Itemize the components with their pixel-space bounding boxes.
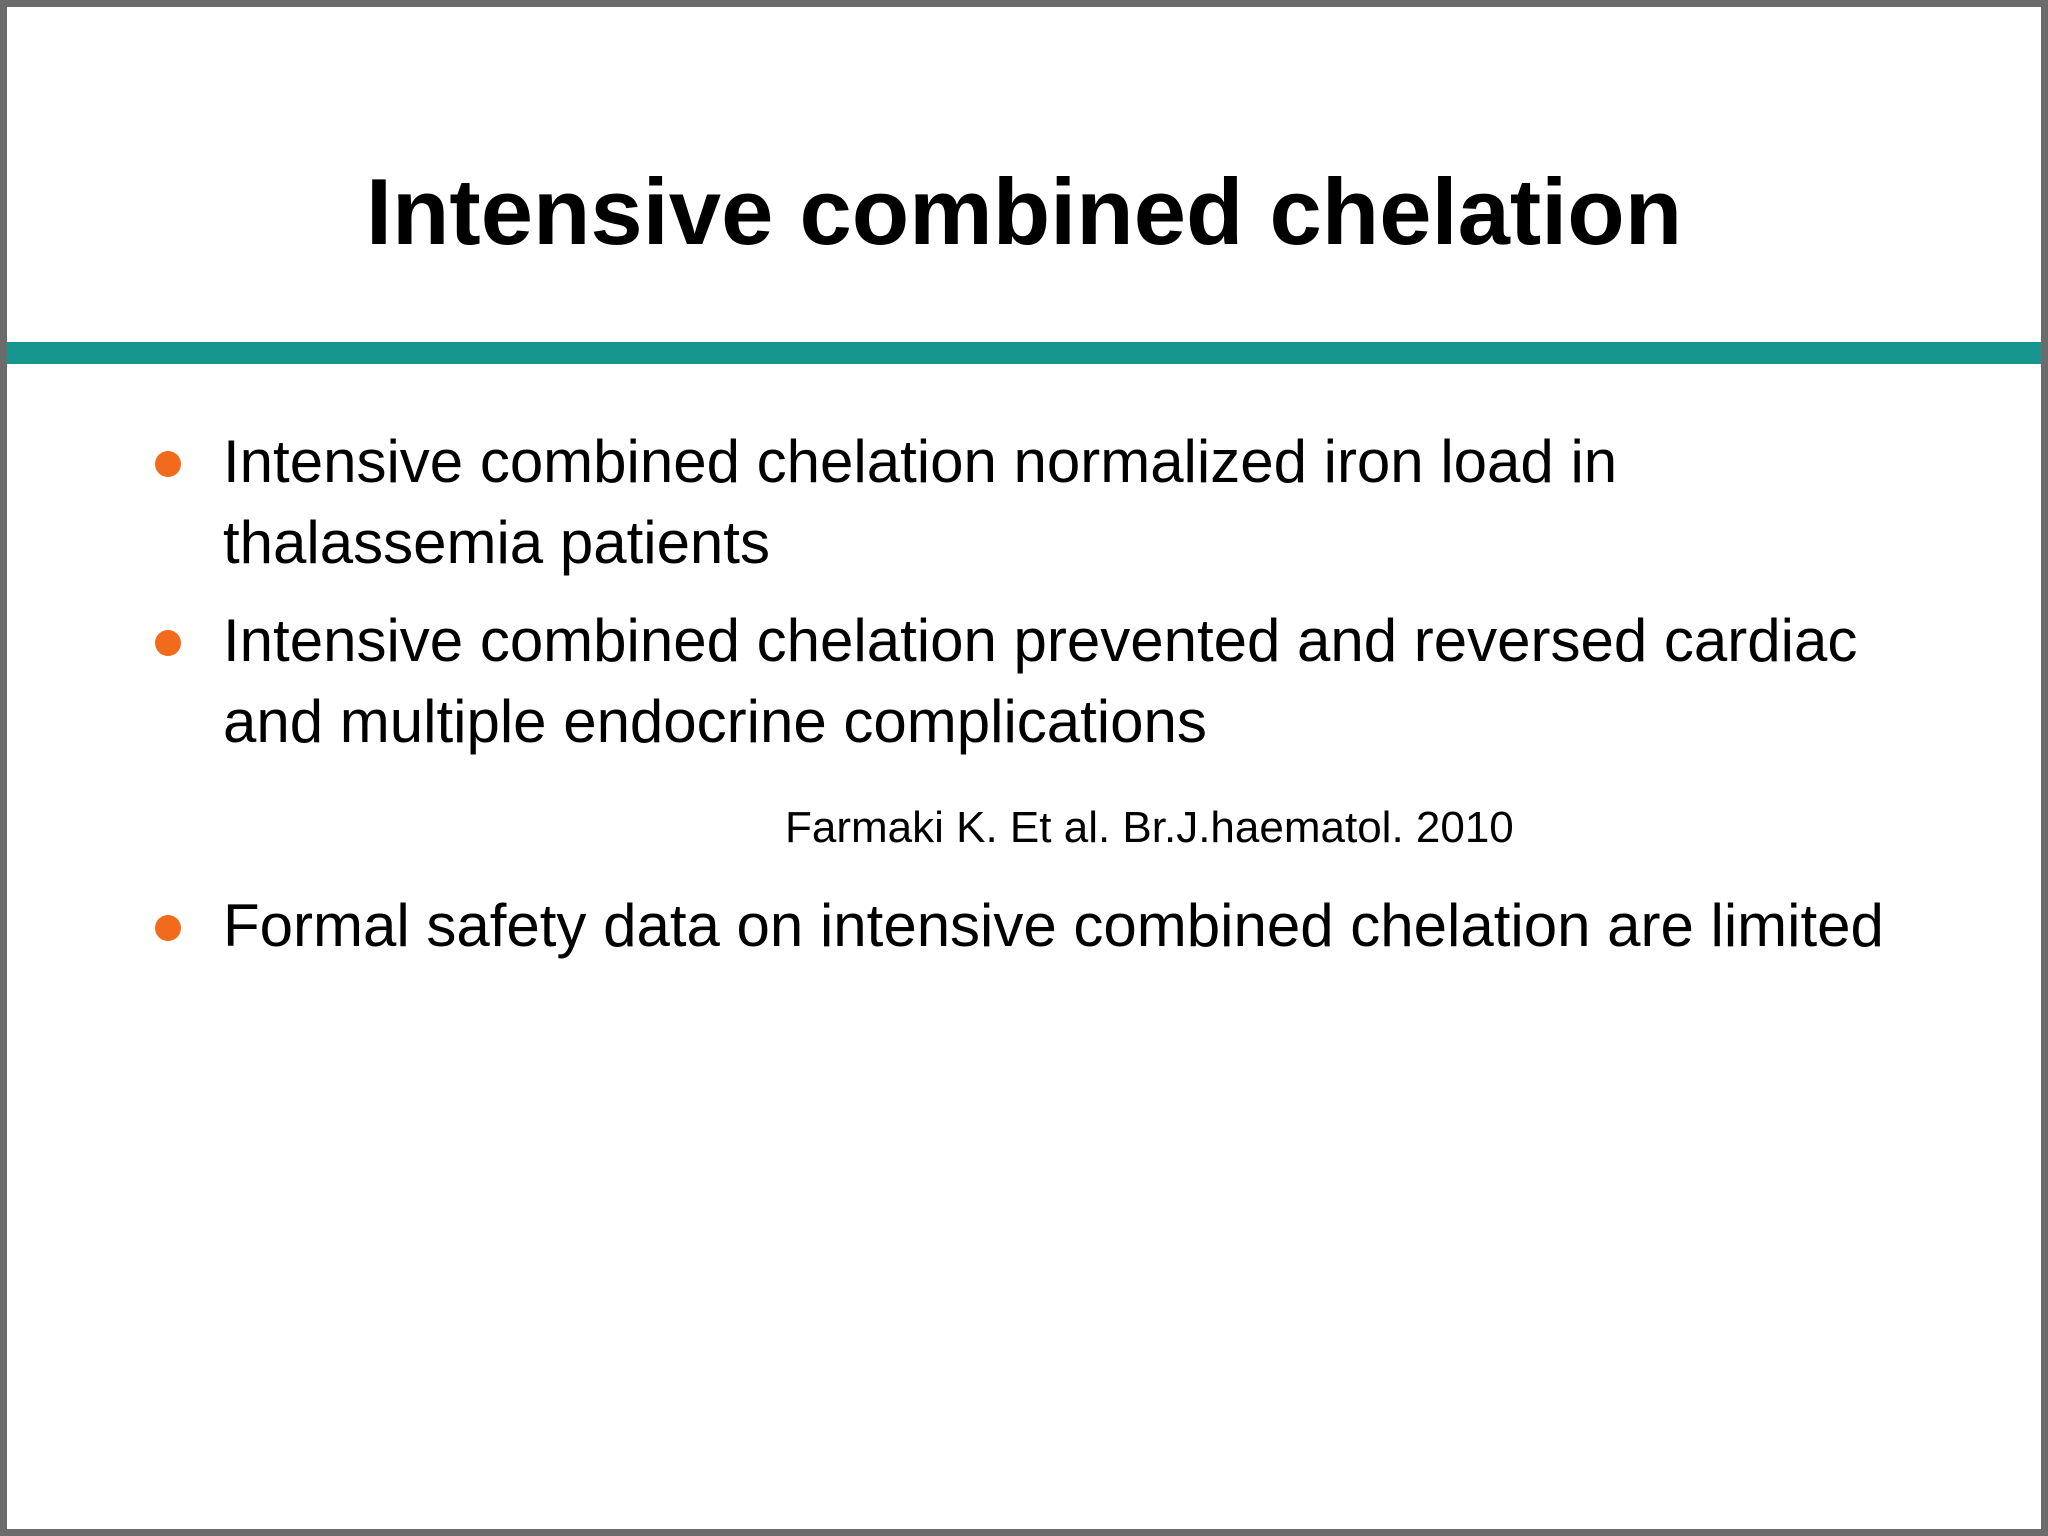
bullet-text: Intensive combined chelation prevented and reversed cardiac and multiple endocrine complications	[223, 607, 1858, 755]
bullet-text: Intensive combined chelation normalized iron load in thalassemia patients	[223, 428, 1618, 576]
slide-title: Intensive combined chelation	[365, 159, 1683, 264]
bullet-text: Formal safety data on intensive combined chelation are limited	[223, 892, 1884, 959]
bullet-dot-icon	[155, 630, 181, 656]
bullet-list	[7, 7, 2041, 1529]
citation: Farmaki K. Et al. Br.J.haematol. 2010	[785, 803, 1514, 852]
bullet-dot-icon	[155, 915, 181, 941]
bullet-dot-icon	[155, 451, 181, 477]
